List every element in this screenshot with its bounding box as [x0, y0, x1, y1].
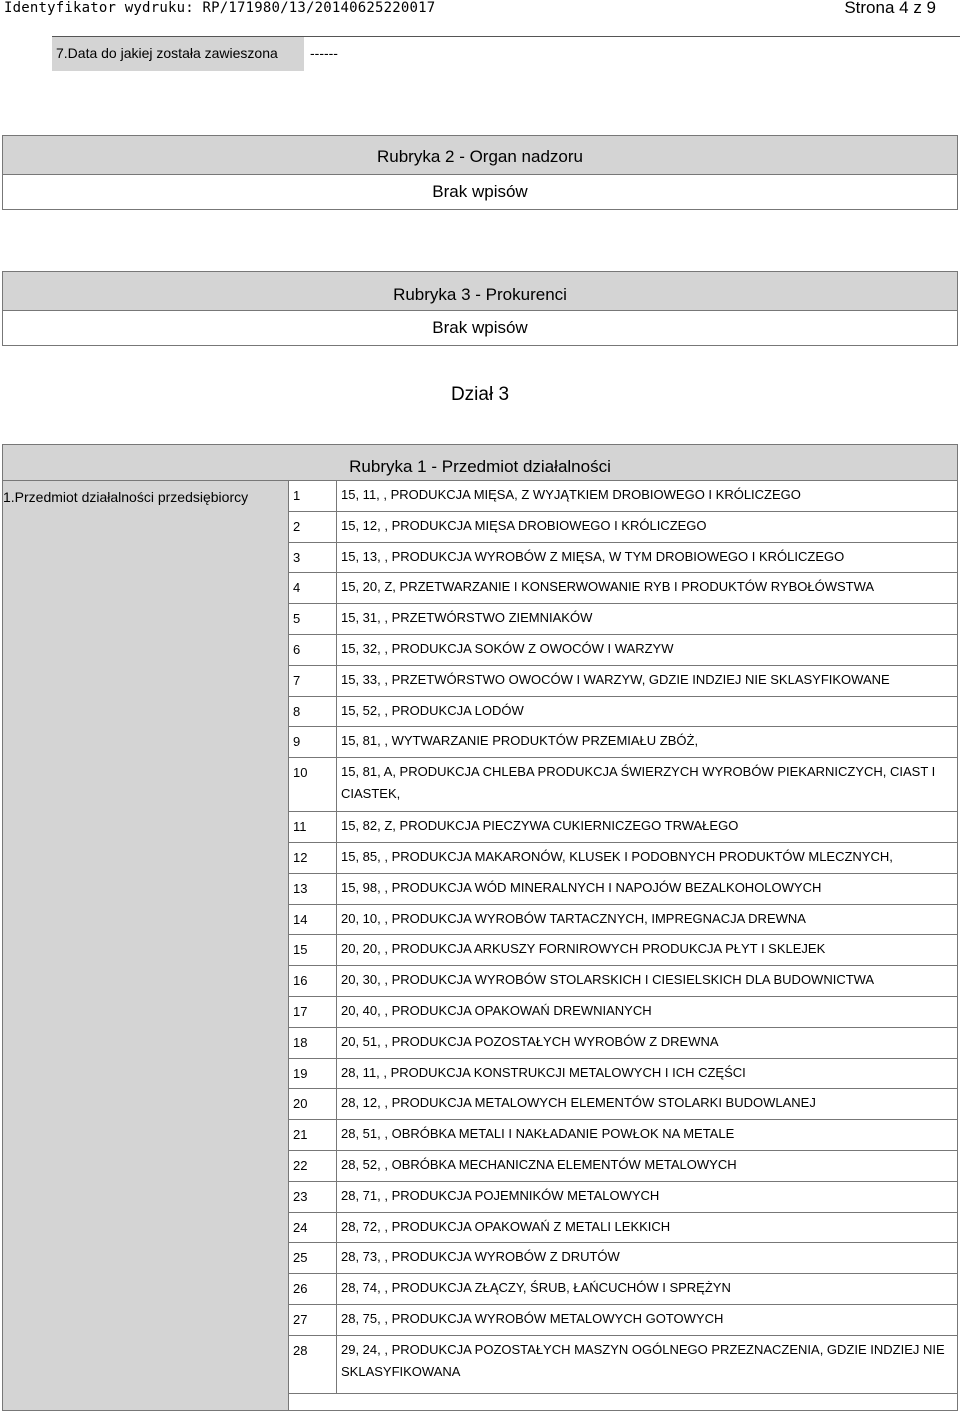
- activity-number: 6: [289, 635, 337, 665]
- activity-number: 16: [289, 966, 337, 996]
- activity-description: 28, 73, , PRODUKCJA WYROBÓW Z DRUTÓW: [341, 1249, 620, 1265]
- suspension-date-row: [52, 36, 960, 71]
- activity-description: 29, 24, , PRODUKCJA POZOSTAŁYCH MASZYN OGÓLNEGO PRZEZNACZENIA, GDZIE INDZIEJ NIE SKLASYFIKOWANA: [341, 1341, 945, 1379]
- activity-number: 4: [289, 573, 337, 603]
- activity-description: 20, 10, , PRODUKCJA WYROBÓW TARTACZNYCH, IMPREGNACJA DREWNA: [341, 910, 806, 926]
- activity-number: 1: [289, 481, 337, 511]
- activity-number: 14: [289, 905, 337, 935]
- page-number: Strona 4 z 9: [844, 0, 936, 17]
- activity-description: 28, 12, , PRODUKCJA METALOWYCH ELEMENTÓW STOLARKI BUDOWLANEJ: [341, 1095, 816, 1111]
- activity-number: 19: [289, 1059, 337, 1089]
- activity-list: [289, 481, 957, 1394]
- suspension-date-label: 7.Data do jakiej została zawieszona: [52, 37, 304, 71]
- print-identifier: Identyfikator wydruku: RP/171980/13/20140625220017: [4, 0, 436, 16]
- activity-number: 13: [289, 874, 337, 904]
- activity-number: 8: [289, 697, 337, 727]
- activity-number: 27: [289, 1305, 337, 1335]
- activity-number: 9: [289, 727, 337, 757]
- activity-number: 17: [289, 997, 337, 1027]
- activity-number: 23: [289, 1182, 337, 1212]
- activity-number: 26: [289, 1274, 337, 1304]
- rubryka-3-title: Rubryka 3 - Prokurenci: [3, 272, 957, 311]
- activity-description: 15, 11, , PRODUKCJA MIĘSA, Z WYJĄTKIEM DROBIOWEGO I KRÓLICZEGO: [341, 487, 801, 502]
- activity-number: 20: [289, 1089, 337, 1119]
- activity-number: 5: [289, 604, 337, 634]
- activity-number: 18: [289, 1028, 337, 1058]
- activity-number: 3: [289, 543, 337, 573]
- rubryka-3-body: Brak wpisów: [432, 318, 528, 337]
- rubryka-1-section: [2, 444, 958, 1411]
- activity-number: 24: [289, 1213, 337, 1243]
- activity-number: 28: [289, 1336, 337, 1393]
- activity-description: 15, 31, , PRZETWÓRSTWO ZIEMNIAKÓW: [341, 610, 593, 626]
- rubryka-2-title: Rubryka 2 - Organ nadzoru: [3, 136, 957, 175]
- activity-description: 15, 32, , PRODUKCJA SOKÓW Z OWOCÓW I WARZYW: [341, 640, 674, 656]
- rubryka-2-box: [2, 135, 958, 210]
- activity-row: [289, 758, 957, 812]
- activity-row: [289, 1336, 957, 1394]
- activity-description: 15, 13, , PRODUKCJA WYROBÓW Z MIĘSA, W TYM DROBIOWEGO I KRÓLICZEGO: [341, 548, 845, 564]
- activity-description: 28, 75, , PRODUKCJA WYROBÓW METALOWYCH GOTOWYCH: [341, 1310, 724, 1326]
- activity-description: 15, 12, , PRODUKCJA MIĘSA DROBIOWEGO I KRÓLICZEGO: [341, 517, 707, 533]
- activity-description: 15, 98, , PRODUKCJA WÓD MINERALNYCH I NAPOJÓW BEZALKOHOLOWYCH: [341, 879, 822, 895]
- activity-description: 28, 11, , PRODUKCJA KONSTRUKCJI METALOWYCH I ICH CZĘŚCI: [341, 1064, 746, 1080]
- activity-label-column: [3, 481, 289, 1410]
- activity-number: 7: [289, 666, 337, 696]
- activity-description: 20, 30, , PRODUKCJA WYROBÓW STOLARSKICH I CIESIELSKICH DLA BUDOWNICTWA: [341, 972, 875, 988]
- activity-description: 15, 52, , PRODUKCJA LODÓW: [341, 702, 524, 718]
- activity-description: 15, 33, , PRZETWÓRSTWO OWOCÓW I WARZYW, GDZIE INDZIEJ NIE SKLASYFIKOWANE: [341, 671, 890, 687]
- activity-description: 20, 51, , PRODUKCJA POZOSTAŁYCH WYROBÓW Z DREWNA: [341, 1033, 719, 1049]
- suspension-date-value: ------: [310, 45, 338, 61]
- activity-description: 15, 81, , WYTWARZANIE PRODUKTÓW PRZEMIAŁU ZBÓŻ,: [341, 733, 699, 749]
- activity-number: 12: [289, 843, 337, 873]
- activity-description: 28, 71, , PRODUKCJA POJEMNIKÓW METALOWYCH: [341, 1187, 660, 1203]
- activity-number: 11: [289, 812, 337, 842]
- dzial-heading: Dział 3: [450, 384, 510, 405]
- activity-description: 28, 72, , PRODUKCJA OPAKOWAŃ Z METALI LEKKICH: [341, 1218, 671, 1234]
- activity-description: 15, 20, Z, PRZETWARZANIE I KONSERWOWANIE RYB I PRODUKTÓW RYBOŁÓWSTWA: [341, 579, 875, 595]
- activity-description: 20, 20, , PRODUKCJA ARKUSZY FORNIROWYCH PRODUKCJA PŁYT I SKLEJEK: [341, 941, 826, 957]
- activity-description: 20, 40, , PRODUKCJA OPAKOWAŃ DREWNIANYCH: [341, 1002, 652, 1018]
- rubryka-3-box: [2, 271, 958, 346]
- rubryka-1-title: Rubryka 1 - Przedmiot działalności: [3, 445, 957, 481]
- activity-number: 21: [289, 1120, 337, 1150]
- activity-description: 15, 85, , PRODUKCJA MAKARONÓW, KLUSEK I PODOBNYCH PRODUKTÓW MLECZNYCH,: [341, 848, 893, 864]
- activity-description: 28, 52, , OBRÓBKA MECHANICZNA ELEMENTÓW METALOWYCH: [341, 1156, 737, 1172]
- activity-number: 15: [289, 935, 337, 965]
- activity-description: 28, 74, , PRODUKCJA ZŁĄCZY, ŚRUB, ŁAŃCUCHÓW I SPRĘŻYN: [341, 1280, 731, 1296]
- activity-number: 25: [289, 1243, 337, 1273]
- activity-number: 10: [289, 758, 337, 811]
- rubryka-2-body: Brak wpisów: [432, 182, 528, 201]
- activity-number: 2: [289, 512, 337, 542]
- activity-label: 1.Przedmiot działalności przedsiębiorcy: [3, 489, 249, 505]
- activity-description: 28, 51, , OBRÓBKA METALI I NAKŁADANIE POWŁOK NA METALE: [341, 1126, 735, 1142]
- activity-description: 15, 82, Z, PRODUKCJA PIECZYWA CUKIERNICZEGO TRWAŁEGO: [341, 818, 739, 834]
- activity-description: 15, 81, A, PRODUKCJA CHLEBA PRODUKCJA ŚWIERZYCH WYROBÓW PIEKARNICZYCH, CIAST I CIASTEK,: [341, 764, 936, 802]
- activity-number: 22: [289, 1151, 337, 1181]
